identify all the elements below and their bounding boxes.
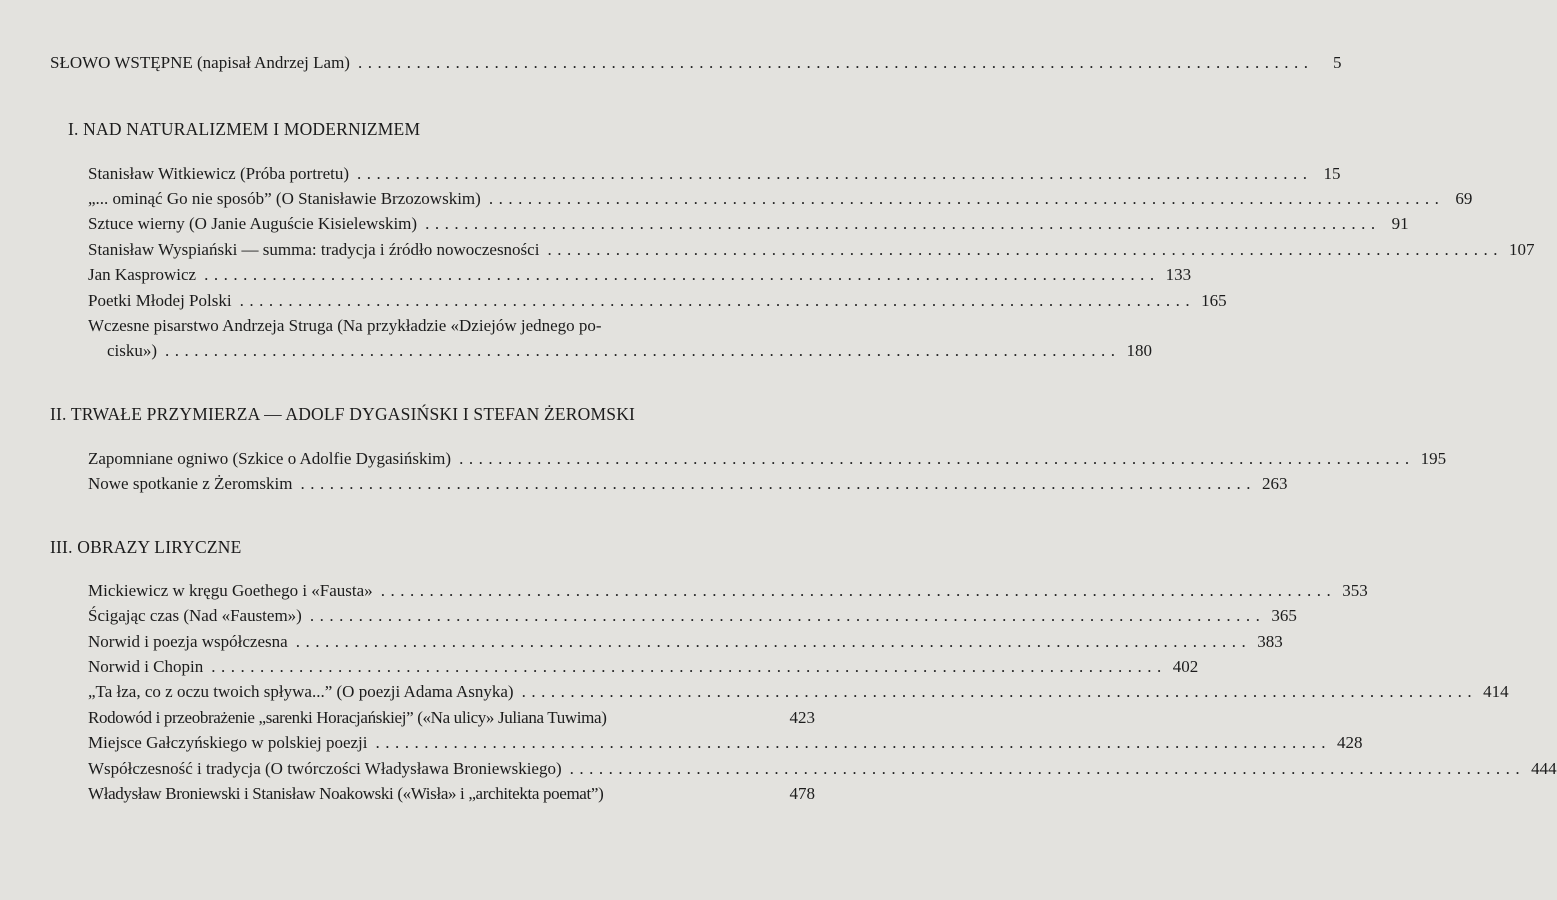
toc-entry bbox=[88, 449, 1447, 469]
toc-entry-title: Mickiewicz w kręgu Goethego i «Fausta» bbox=[88, 581, 373, 600]
leader-dots: .................................................................................................. bbox=[165, 341, 1121, 360]
toc-entry bbox=[88, 474, 1288, 494]
toc-entry-title: „Ta łza, co z oczu twoich spływa...” (O poezji Adama Asnyka) bbox=[88, 682, 514, 701]
leader-dots: .................................................................................................. bbox=[211, 657, 1167, 676]
leader-dots: .................................................................................................. bbox=[380, 581, 1337, 600]
toc-entry-title-line1: Wczesne pisarstwo Andrzeja Struga (Na przykładzie «Dziejów jednego po- bbox=[88, 316, 602, 335]
toc-entry-page: 69 bbox=[1455, 189, 1473, 208]
toc-entry-page: 444 bbox=[1531, 759, 1557, 778]
toc-entry-page: 383 bbox=[1257, 632, 1283, 651]
toc-entry-title: Nowe spotkanie z Żeromskim bbox=[88, 474, 293, 493]
leader-dots: .................................................................................................. bbox=[521, 682, 1478, 701]
toc-entry bbox=[88, 784, 815, 804]
toc-entry-page: 133 bbox=[1165, 265, 1192, 284]
toc-entry-page: 402 bbox=[1172, 657, 1199, 676]
toc-entry-page: 180 bbox=[1126, 341, 1153, 360]
toc-entry-page: 195 bbox=[1420, 449, 1447, 468]
toc-entry-title: Jan Kasprowicz bbox=[88, 265, 197, 284]
toc-entry-page: 107 bbox=[1508, 240, 1535, 259]
toc-entry-page: 15 bbox=[1323, 164, 1341, 183]
toc-entry-title: Norwid i Chopin bbox=[88, 657, 204, 676]
leader-dots: .................................................................................................. bbox=[309, 606, 1266, 625]
leader-dots: .................................................................................................. bbox=[375, 733, 1331, 752]
section-heading: I. NAD NATURALIZMEM I MODERNIZMEM bbox=[68, 119, 421, 139]
toc-entry-page: 365 bbox=[1271, 606, 1297, 625]
toc-entry-title: Zapomniane ogniwo (Szkice o Adolfie Dygasińskim) bbox=[88, 449, 452, 468]
toc-entry-page: 414 bbox=[1483, 682, 1509, 701]
toc-entry bbox=[88, 581, 1368, 601]
toc-entry-title: Stanisław Wyspiański — summa: tradycja i źródło nowoczesności bbox=[88, 240, 540, 259]
leader-dots: .................................................................................................. bbox=[295, 632, 1252, 651]
toc-entry-title: Miejsce Gałczyńskiego w polskiej poezji bbox=[88, 733, 368, 752]
toc-entry-intro bbox=[50, 53, 1342, 73]
toc-entry bbox=[88, 189, 1473, 209]
leader-dots: .................................................................................................. bbox=[425, 214, 1381, 233]
toc-entry-title: Władysław Broniewski i Stanisław Noakowski («Wisła» i „architekta poemat”) bbox=[88, 784, 604, 803]
toc-entry-title: Rodowód i przeobrażenie „sarenki Horacjańskiej” («Na ulicy» Juliana Tuwima) bbox=[88, 708, 607, 727]
section-heading: III. OBRAZY LIRYCZNE bbox=[50, 537, 242, 557]
leader-dots: .................................................................................................. bbox=[300, 474, 1256, 493]
toc-entry-page: 423 bbox=[789, 708, 815, 727]
toc-entry-page: 165 bbox=[1201, 291, 1227, 310]
leader-dots: .................................................................................................. bbox=[459, 449, 1415, 468]
toc-entry-page: 91 bbox=[1391, 214, 1409, 233]
toc-entry-title: Stanisław Witkiewicz (Próba portretu) bbox=[88, 164, 350, 183]
toc-entry bbox=[88, 682, 1509, 702]
toc-entry bbox=[107, 341, 1153, 361]
toc-entry bbox=[88, 657, 1199, 677]
section-heading: II. TRWAŁE PRZYMIERZA — ADOLF DYGASIŃSKI I STEFAN ŻEROMSKI bbox=[50, 404, 636, 424]
toc-entry bbox=[88, 265, 1192, 285]
leader-dots: .................................................................................................. bbox=[357, 164, 1313, 183]
toc-entry bbox=[88, 632, 1283, 652]
toc-entry bbox=[88, 240, 1535, 260]
leader-dots: .................................................................................................. bbox=[569, 759, 1526, 778]
leader-dots: .................................................................................................. bbox=[204, 265, 1160, 284]
toc-entry-title-line2: cisku») bbox=[107, 341, 158, 360]
toc-entry-page: 263 bbox=[1261, 474, 1288, 493]
toc-entry bbox=[88, 606, 1297, 626]
leader-dots: .................................................................................................. bbox=[239, 291, 1196, 310]
toc-entry-title: Norwid i poezja współczesna bbox=[88, 632, 288, 651]
toc-entry bbox=[88, 214, 1409, 234]
toc-entry-title: Sztuce wierny (O Janie Auguście Kisielewskim) bbox=[88, 214, 418, 233]
toc-entry-title: SŁOWO WSTĘPNE (napisał Andrzej Lam) bbox=[50, 53, 350, 72]
toc-entry-title: Współczesność i tradycja (O twórczości Władysława Broniewskiego) bbox=[88, 759, 562, 778]
toc-entry-title: Poetki Młodej Polski bbox=[88, 291, 232, 310]
toc-entry-title: „... ominąć Go nie sposób” (O Stanisławie Brzozowskim) bbox=[88, 189, 481, 208]
toc-entry-page: 428 bbox=[1336, 733, 1363, 752]
leader-dots: .................................................................................................. bbox=[357, 53, 1314, 72]
leader-dots: .................................................................................................. bbox=[547, 240, 1503, 259]
toc-entry bbox=[88, 759, 1557, 779]
toc-entry-page: 5 bbox=[1332, 53, 1342, 72]
toc-entry bbox=[88, 733, 1363, 753]
toc-entry-title: Ścigając czas (Nad «Faustem») bbox=[88, 606, 302, 625]
toc-entry-page: 353 bbox=[1342, 581, 1368, 600]
leader-dots: .................................................................................................. bbox=[488, 189, 1445, 208]
toc-entry-page: 478 bbox=[789, 784, 815, 803]
toc-entry bbox=[88, 164, 1341, 184]
toc-entry bbox=[88, 291, 1227, 311]
toc-entry bbox=[88, 708, 815, 728]
